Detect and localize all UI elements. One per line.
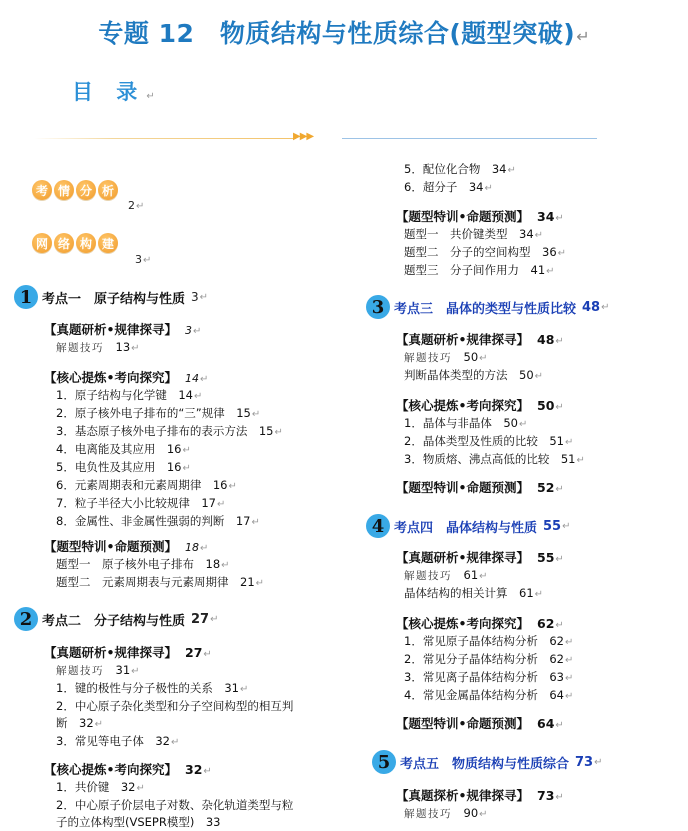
s1-core-list bbox=[56, 387, 283, 531]
s1-training-list bbox=[56, 556, 264, 592]
s5-real-questions[interactable]: 【真题探析•规律探寻】 73↵ bbox=[396, 788, 564, 803]
list-item[interactable]: 2．晶体类型及性质的比较 51↵ bbox=[404, 434, 574, 448]
list-item[interactable]: 断 32↵ bbox=[56, 716, 104, 730]
section-4-heading[interactable]: 4 考点四 晶体结构与性质 55 ↵ bbox=[366, 514, 571, 538]
document-title: 专题 12 物质结构与性质综合(题型突破)↵ bbox=[98, 19, 590, 48]
list-item[interactable]: 6．元素周期表和元素周期律 16↵ bbox=[56, 478, 237, 492]
list-item[interactable]: 题型一 原子核外电子排布 18↵ bbox=[56, 557, 230, 571]
section-1-heading[interactable]: 1 考点一 原子结构与性质 3 ↵ bbox=[14, 285, 208, 309]
list-item[interactable]: 判断晶体类型的方法 50↵ bbox=[404, 368, 544, 382]
list-item[interactable]: 题型二 分子的空间构型 36↵ bbox=[404, 245, 567, 259]
list-item[interactable]: 5．配位化合物 34↵ bbox=[404, 162, 516, 176]
s5-tip: 解题技巧 90↵ bbox=[404, 806, 488, 820]
s4-tip: 解题技巧 61↵ bbox=[404, 568, 488, 582]
list-item[interactable]: 1．共价键 32↵ bbox=[56, 780, 145, 794]
arrows-icon: ▶▶▶ bbox=[293, 131, 314, 142]
badge-kaoqing[interactable]: 考 情 分 析 bbox=[32, 180, 118, 200]
list-item[interactable]: 3．物质熔、沸点高低的比较 51↵ bbox=[404, 452, 585, 466]
divider-right bbox=[342, 138, 597, 139]
list-item[interactable]: 2．常见分子晶体结构分析 62↵ bbox=[404, 652, 574, 666]
s2-core[interactable]: 【核心提炼•考向探究】 32↵ bbox=[44, 762, 212, 777]
list-item[interactable]: 4．电离能及其应用 16↵ bbox=[56, 442, 191, 456]
divider-left bbox=[34, 138, 296, 139]
s2-real-list bbox=[56, 662, 293, 751]
s3-training[interactable]: 【题型特训•命题预测】 52↵ bbox=[396, 480, 564, 495]
list-item[interactable]: 3．常见离子晶体结构分析 63↵ bbox=[404, 670, 574, 684]
list-item[interactable]: 2．中心原子价层电子对数、杂化轨道类型与粒 bbox=[56, 798, 294, 812]
list-item[interactable]: 3．基态原子核外电子排布的表示方法 15↵ bbox=[56, 424, 283, 438]
list-item[interactable]: 4．常见金属晶体结构分析 64↵ bbox=[404, 688, 574, 702]
s2-core-list bbox=[56, 779, 293, 831]
list-item[interactable]: 1．原子结构与化学键 14↵ bbox=[56, 388, 203, 402]
badge-kaoqing-page: 2↵ bbox=[128, 199, 145, 212]
toc-heading: 目 录↵ bbox=[72, 80, 155, 104]
list-item[interactable]: 题型二 元素周期表与元素周期律 21↵ bbox=[56, 575, 265, 589]
s1-real-questions[interactable]: 【真题研析•规律探寻】 3↵ bbox=[44, 322, 202, 337]
list-item[interactable]: 8．金属性、非金属性强弱的判断 17↵ bbox=[56, 514, 260, 528]
s2-real-questions[interactable]: 【真题研析•规律探寻】 27↵ bbox=[44, 645, 212, 660]
s4-training[interactable]: 【题型特训•命题预测】 64↵ bbox=[396, 716, 564, 731]
badge-wangluo-page: 3↵ bbox=[135, 253, 152, 266]
s4-real-list bbox=[404, 567, 543, 603]
s1-tip: 解题技巧 13↵ bbox=[56, 340, 140, 354]
s3-core[interactable]: 【核心提炼•考向探究】 50↵ bbox=[396, 398, 564, 413]
list-item[interactable]: 3．常见等电子体 32↵ bbox=[56, 734, 180, 748]
s3-real-list bbox=[404, 349, 543, 385]
s2-training[interactable]: 【题型特训•命题预测】 34↵ bbox=[396, 209, 564, 224]
section-3-heading[interactable]: 3 考点三 晶体的类型与性质比较 48 ↵ bbox=[366, 295, 610, 319]
list-item[interactable]: 2．原子核外电子排布的“三”规律 15↵ bbox=[56, 406, 261, 420]
s3-tip: 解题技巧 50↵ bbox=[404, 350, 488, 364]
badge-wangluo[interactable]: 网 络 构 建 bbox=[32, 233, 118, 253]
list-item[interactable]: 子的立体构型(VSEPR模型) 33 bbox=[56, 815, 221, 829]
s4-core[interactable]: 【核心提炼•考向探究】 62↵ bbox=[396, 616, 564, 631]
s3-core-list bbox=[404, 415, 585, 469]
list-item[interactable]: 题型一 共价键类型 34↵ bbox=[404, 227, 544, 241]
s2-tip: 解题技巧 31↵ bbox=[56, 663, 140, 677]
list-item[interactable]: 6．超分子 34↵ bbox=[404, 180, 493, 194]
list-item[interactable]: 1．键的极性与分子极性的关系 31↵ bbox=[56, 681, 249, 695]
s4-core-list bbox=[404, 633, 573, 705]
section-5-heading[interactable]: 5 考点五 物质结构与性质综合 73 ↵ bbox=[372, 750, 603, 774]
s3-real-questions[interactable]: 【真题研析•规律探寻】 48↵ bbox=[396, 332, 564, 347]
section-2-heading[interactable]: 2 考点二 分子结构与性质 27 ↵ bbox=[14, 607, 219, 631]
s4-real-questions[interactable]: 【真题研析•规律探寻】 55↵ bbox=[396, 550, 564, 565]
s1-training[interactable]: 【题型特训•命题预测】 18↵ bbox=[44, 539, 209, 554]
s2-training-list bbox=[404, 226, 566, 280]
list-item[interactable]: 1．常见原子晶体结构分析 62↵ bbox=[404, 634, 574, 648]
list-item[interactable]: 题型三 分子间作用力 41↵ bbox=[404, 263, 555, 277]
list-item[interactable]: 7．粒子半径大小比较规律 17↵ bbox=[56, 496, 226, 510]
s1-core[interactable]: 【核心提炼•考向探究】 14↵ bbox=[44, 370, 209, 385]
list-item[interactable]: 2．中心原子杂化类型和分子空间构型的相互判 bbox=[56, 699, 294, 713]
r-top-list bbox=[404, 161, 516, 197]
list-item[interactable]: 1．晶体与非晶体 50↵ bbox=[404, 416, 528, 430]
list-item[interactable]: 晶体结构的相关计算 61↵ bbox=[404, 586, 544, 600]
list-item[interactable]: 5．电负性及其应用 16↵ bbox=[56, 460, 191, 474]
